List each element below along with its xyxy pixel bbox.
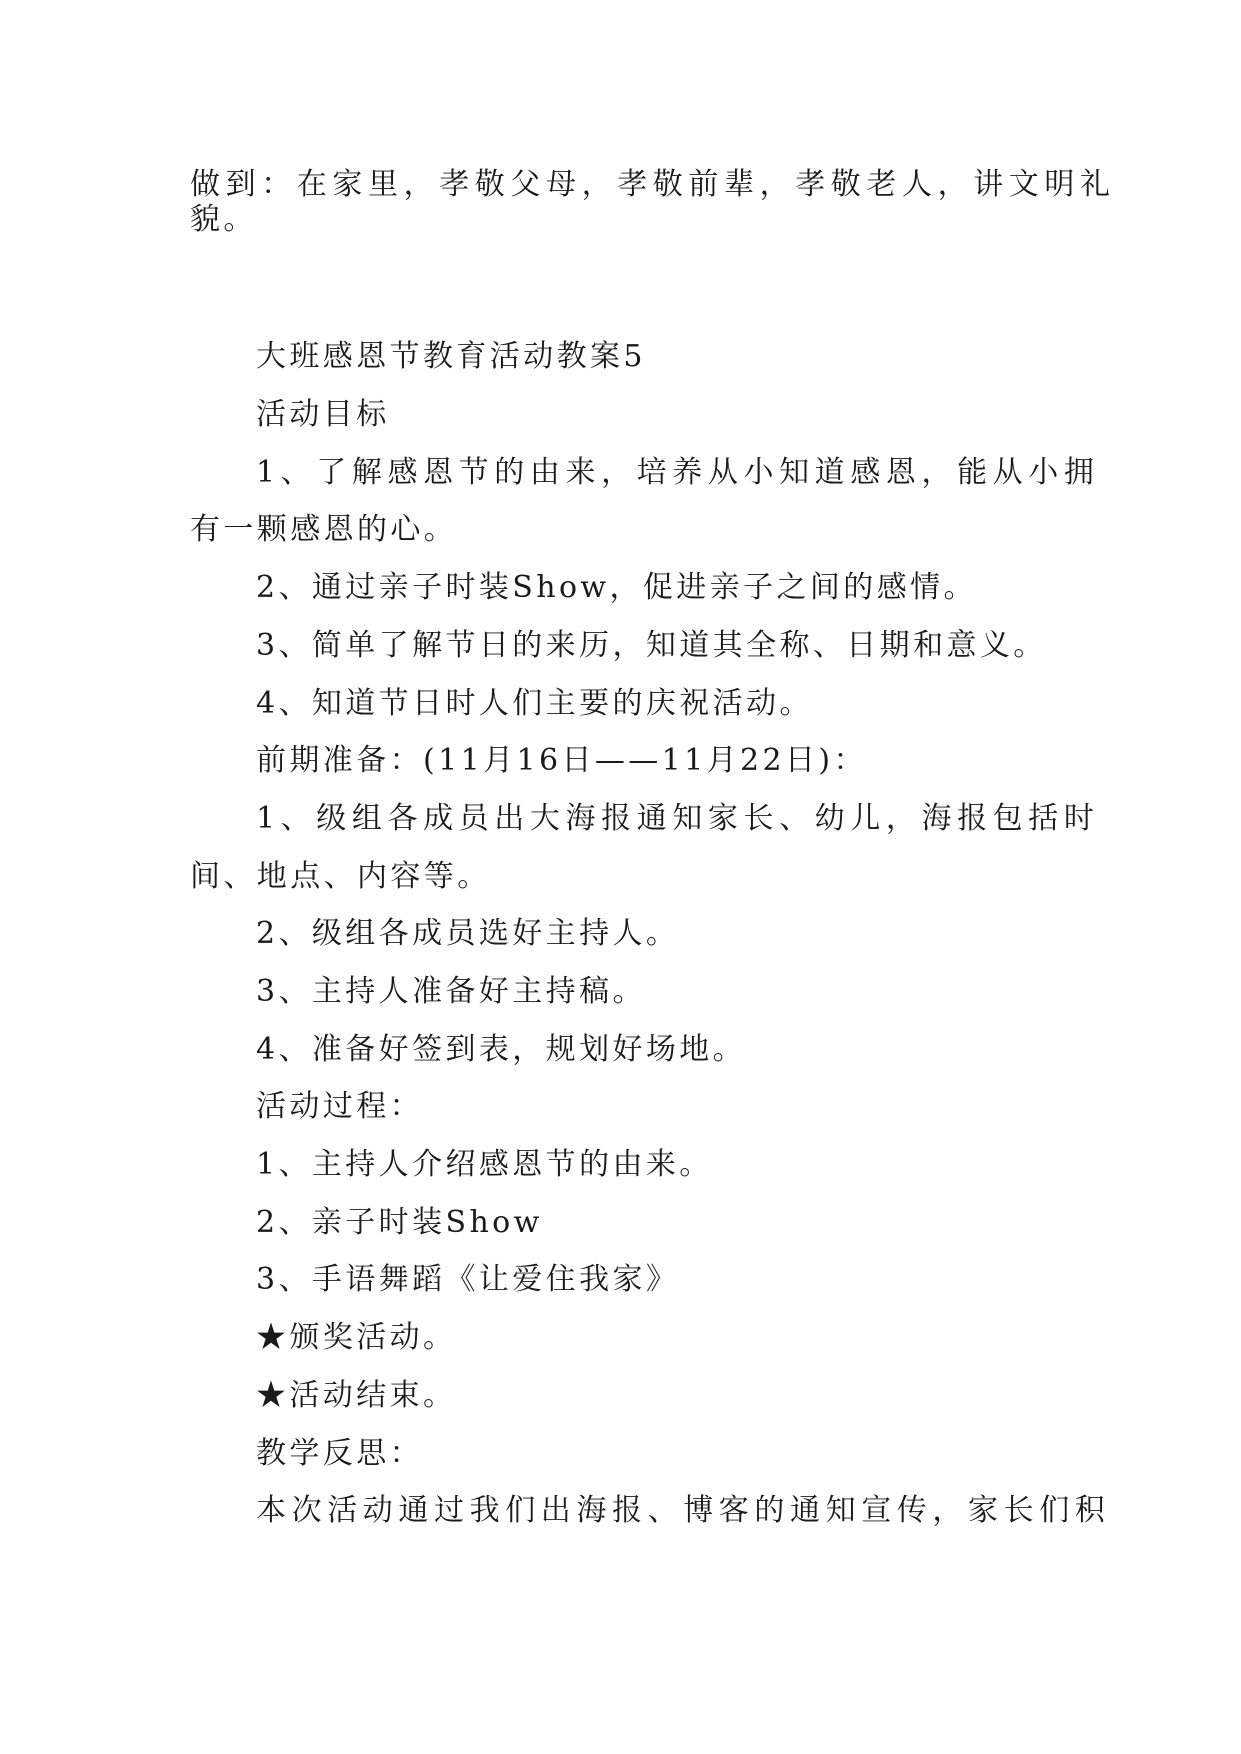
paragraph-line: 4、知道节日时人们主要的庆祝活动。 — [256, 686, 813, 721]
paragraph-line: 4、准备好签到表，规划好场地。 — [256, 1032, 747, 1067]
paragraph-line: 2、通过亲子时装Show，促进亲子之间的感情。 — [256, 570, 977, 605]
paragraph-line: 1、了解感恩节的由来，培养从小知道感恩，能从小拥 — [256, 455, 1100, 490]
paragraph-line: 2、亲子时装Show — [256, 1205, 543, 1240]
paragraph-line: 间、地点、内容等。 — [190, 859, 491, 894]
section-heading: 活动目标 — [256, 397, 390, 432]
paragraph-line: 本次活动通过我们出海报、博客的通知宣传，家长们积 — [256, 1493, 1111, 1528]
paragraph-line: ★颁奖活动。 — [256, 1320, 457, 1355]
paragraph-line: 3、主持人准备好主持稿。 — [256, 974, 646, 1009]
section-heading: 教学反思： — [256, 1436, 423, 1471]
paragraph-line: 2、级组各成员选好主持人。 — [256, 916, 680, 951]
paragraph-line: 貌。 — [190, 202, 257, 237]
paragraph-line: 1、主持人介绍感恩节的由来。 — [256, 1147, 713, 1182]
paragraph-line: 有一颗感恩的心。 — [190, 512, 458, 547]
paragraph-line: 1、级组各成员出大海报通知家长、幼儿，海报包括时 — [256, 801, 1100, 836]
section-title: 大班感恩节教育活动教案5 — [256, 339, 646, 374]
section-heading: 活动过程： — [256, 1089, 423, 1124]
paragraph-line: 3、手语舞蹈《让爱住我家》 — [256, 1262, 680, 1297]
paragraph-line: 3、简单了解节日的来历，知道其全称、日期和意义。 — [256, 628, 1047, 663]
paragraph-line: 做到：在家里，孝敬父母，孝敬前辈，孝敬老人，讲文明礼 — [190, 167, 1116, 202]
paragraph-line: ★活动结束。 — [256, 1378, 457, 1413]
section-heading: 前期准备：(11月16日——11月22日)： — [256, 743, 867, 778]
